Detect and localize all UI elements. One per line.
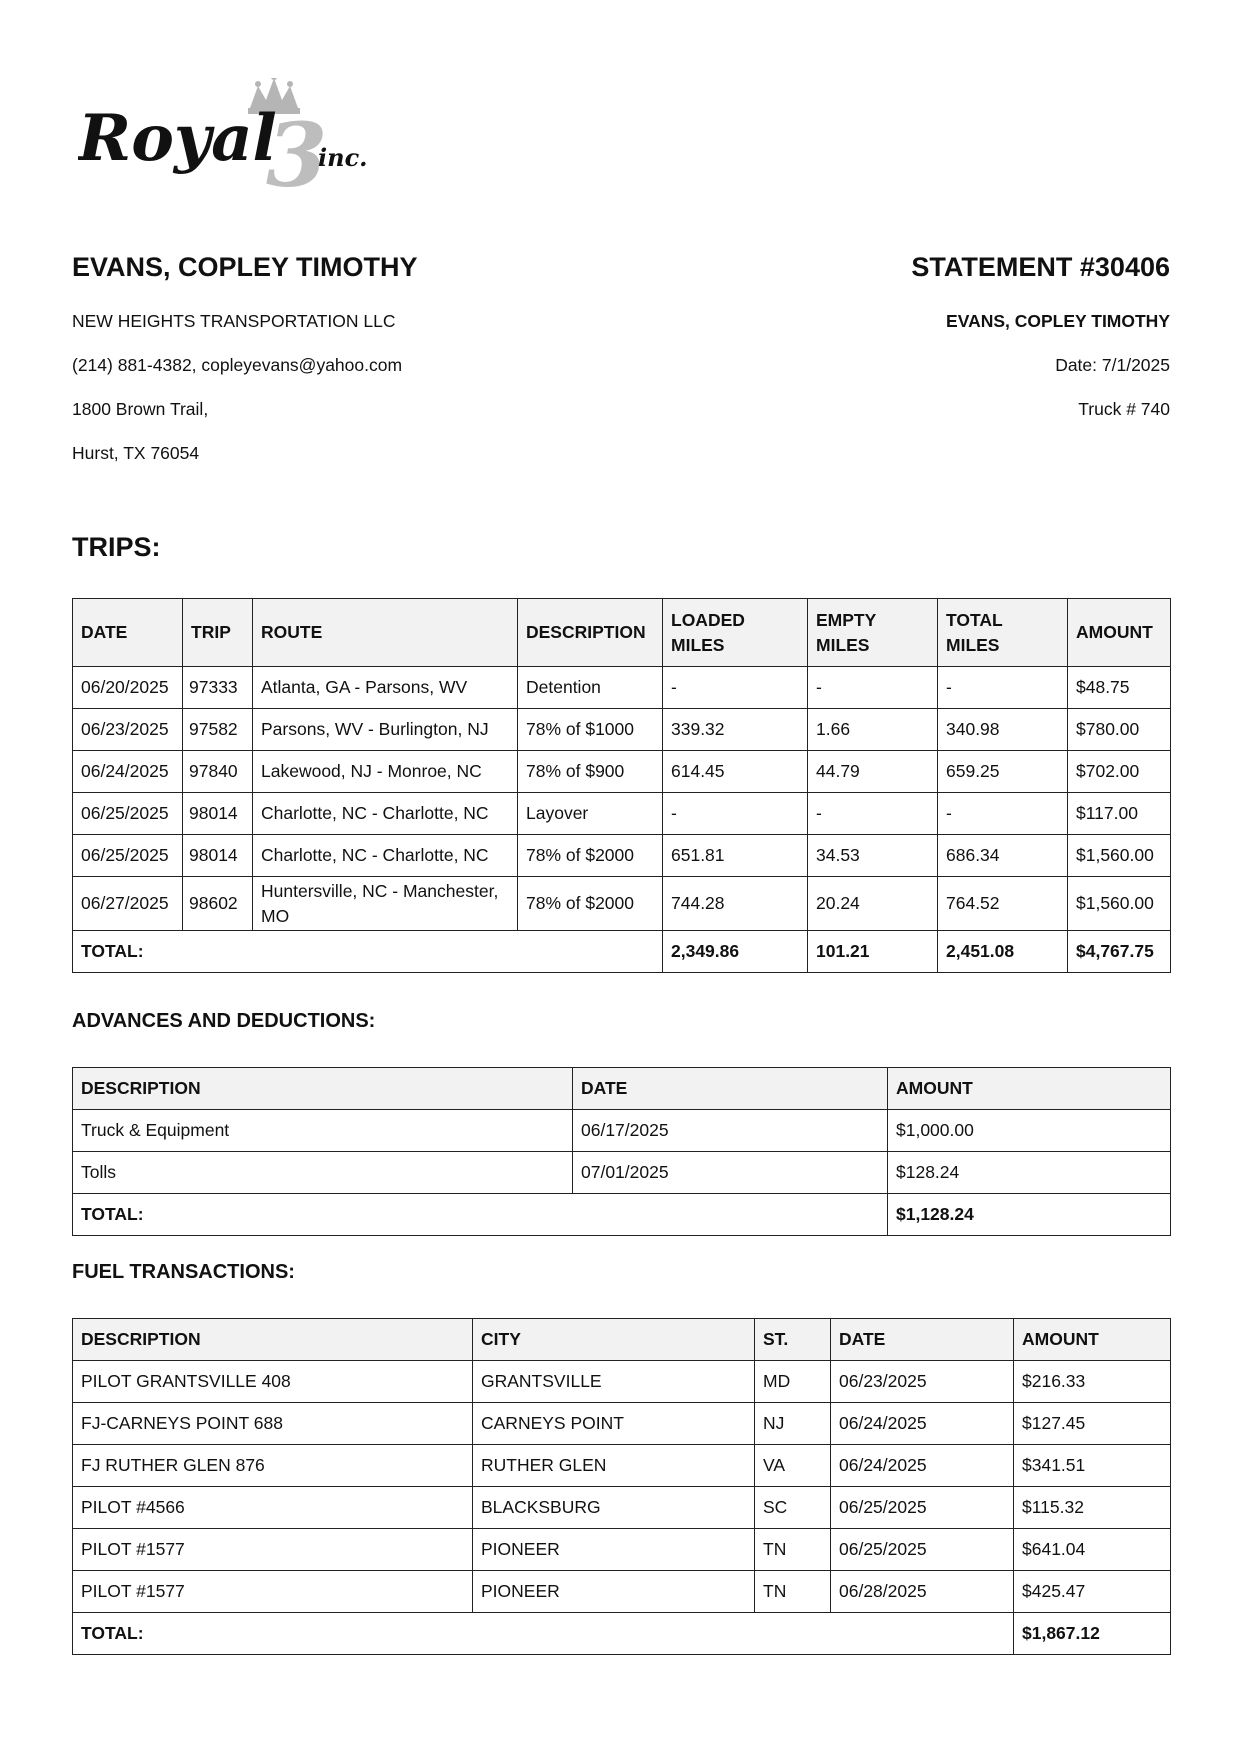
fuel-header-row bbox=[73, 1319, 1171, 1361]
table-row bbox=[73, 1110, 1171, 1152]
table-row bbox=[73, 1152, 1171, 1194]
fuel-date: 06/25/2025 bbox=[831, 1487, 1014, 1529]
fuel-city: RUTHER GLEN bbox=[473, 1445, 755, 1487]
total-amount: $1,128.24 bbox=[888, 1194, 1171, 1236]
advances-table bbox=[72, 1067, 1171, 1236]
advance-date: 06/17/2025 bbox=[573, 1110, 888, 1152]
trip-description: 78% of $1000 bbox=[518, 709, 663, 751]
company-logo bbox=[78, 78, 388, 198]
trip-number: 98014 bbox=[183, 793, 253, 835]
trip-loaded-miles: 614.45 bbox=[663, 751, 808, 793]
fuel-description: FJ RUTHER GLEN 876 bbox=[73, 1445, 473, 1487]
col-header-loaded-miles: LOADED MILES bbox=[663, 599, 808, 667]
statement-title: STATEMENT #30406 bbox=[911, 252, 1170, 282]
table-row bbox=[73, 709, 1171, 751]
trip-amount: $48.75 bbox=[1068, 667, 1171, 709]
fuel-total-row bbox=[73, 1613, 1171, 1655]
total-loaded-miles: 2,349.86 bbox=[663, 931, 808, 973]
trip-amount: $702.00 bbox=[1068, 751, 1171, 793]
trip-route: Charlotte, NC - Charlotte, NC bbox=[253, 793, 518, 835]
fuel-description: FJ-CARNEYS POINT 688 bbox=[73, 1403, 473, 1445]
total-amount: $4,767.75 bbox=[1068, 931, 1171, 973]
trip-empty-miles: - bbox=[808, 667, 938, 709]
trip-number: 97582 bbox=[183, 709, 253, 751]
trip-description: 78% of $900 bbox=[518, 751, 663, 793]
fuel-description: PILOT #1577 bbox=[73, 1571, 473, 1613]
trip-number: 97840 bbox=[183, 751, 253, 793]
trip-description: Detention bbox=[518, 667, 663, 709]
fuel-description: PILOT #4566 bbox=[73, 1487, 473, 1529]
trip-empty-miles: 34.53 bbox=[808, 835, 938, 877]
trip-amount: $780.00 bbox=[1068, 709, 1171, 751]
driver-contact: (214) 881-4382, copleyevans@yahoo.com bbox=[72, 355, 403, 375]
truck-number: Truck # 740 bbox=[1078, 399, 1170, 419]
table-row bbox=[73, 1571, 1171, 1613]
col-header-date: DATE bbox=[831, 1319, 1014, 1361]
driver-info bbox=[72, 250, 418, 463]
table-row bbox=[73, 793, 1171, 835]
table-row bbox=[73, 1361, 1171, 1403]
trip-description: Layover bbox=[518, 793, 663, 835]
trip-date: 06/20/2025 bbox=[73, 667, 183, 709]
total-label: TOTAL: bbox=[73, 1613, 1014, 1655]
fuel-date: 06/25/2025 bbox=[831, 1529, 1014, 1571]
trip-date: 06/24/2025 bbox=[73, 751, 183, 793]
svg-text:inc.: inc. bbox=[318, 143, 368, 172]
fuel-amount: $216.33 bbox=[1014, 1361, 1171, 1403]
trip-total-miles: - bbox=[938, 793, 1068, 835]
col-header-trip: TRIP bbox=[183, 599, 253, 667]
trip-number: 98014 bbox=[183, 835, 253, 877]
fuel-city: CARNEYS POINT bbox=[473, 1403, 755, 1445]
trip-loaded-miles: 339.32 bbox=[663, 709, 808, 751]
col-header-description: DESCRIPTION bbox=[518, 599, 663, 667]
total-amount: $1,867.12 bbox=[1014, 1613, 1171, 1655]
fuel-city: PIONEER bbox=[473, 1529, 755, 1571]
trip-loaded-miles: 651.81 bbox=[663, 835, 808, 877]
trip-date: 06/25/2025 bbox=[73, 835, 183, 877]
statement-name: EVANS, COPLEY TIMOTHY bbox=[946, 311, 1170, 331]
fuel-date: 06/28/2025 bbox=[831, 1571, 1014, 1613]
trip-date: 06/25/2025 bbox=[73, 793, 183, 835]
fuel-state: NJ bbox=[755, 1403, 831, 1445]
total-label: TOTAL: bbox=[73, 1194, 888, 1236]
trip-empty-miles: 20.24 bbox=[808, 877, 938, 931]
total-miles: 2,451.08 bbox=[938, 931, 1068, 973]
statement-info bbox=[911, 250, 1170, 419]
trip-amount: $117.00 bbox=[1068, 793, 1171, 835]
fuel-title: FUEL TRANSACTIONS: bbox=[72, 1261, 295, 1283]
trip-amount: $1,560.00 bbox=[1068, 835, 1171, 877]
advance-description: Truck & Equipment bbox=[73, 1110, 573, 1152]
fuel-state: TN bbox=[755, 1529, 831, 1571]
advance-amount: $1,000.00 bbox=[888, 1110, 1171, 1152]
driver-address-line1: 1800 Brown Trail, bbox=[72, 399, 209, 419]
driver-company: NEW HEIGHTS TRANSPORTATION LLC bbox=[72, 311, 396, 331]
trip-total-miles: 340.98 bbox=[938, 709, 1068, 751]
table-row bbox=[73, 1445, 1171, 1487]
trip-loaded-miles: 744.28 bbox=[663, 877, 808, 931]
fuel-amount: $127.45 bbox=[1014, 1403, 1171, 1445]
trip-route: Huntersville, NC - Manchester, MO bbox=[253, 877, 518, 931]
trips-total-row bbox=[73, 931, 1171, 973]
fuel-city: BLACKSBURG bbox=[473, 1487, 755, 1529]
table-row bbox=[73, 835, 1171, 877]
col-header-empty-miles: EMPTY MILES bbox=[808, 599, 938, 667]
fuel-state: VA bbox=[755, 1445, 831, 1487]
trip-number: 97333 bbox=[183, 667, 253, 709]
col-header-amount: AMOUNT bbox=[1068, 599, 1171, 667]
trip-total-miles: 659.25 bbox=[938, 751, 1068, 793]
advances-title: ADVANCES AND DEDUCTIONS: bbox=[72, 1010, 376, 1032]
trip-loaded-miles: - bbox=[663, 793, 808, 835]
col-header-date: DATE bbox=[73, 599, 183, 667]
advance-amount: $128.24 bbox=[888, 1152, 1171, 1194]
trips-header-row bbox=[73, 599, 1171, 667]
fuel-date: 06/24/2025 bbox=[831, 1445, 1014, 1487]
svg-text:3: 3 bbox=[266, 103, 328, 198]
fuel-description: PILOT #1577 bbox=[73, 1529, 473, 1571]
trip-amount: $1,560.00 bbox=[1068, 877, 1171, 931]
col-header-route: ROUTE bbox=[253, 599, 518, 667]
trip-total-miles: 686.34 bbox=[938, 835, 1068, 877]
fuel-amount: $341.51 bbox=[1014, 1445, 1171, 1487]
fuel-amount: $641.04 bbox=[1014, 1529, 1171, 1571]
fuel-date: 06/24/2025 bbox=[831, 1403, 1014, 1445]
table-row bbox=[73, 667, 1171, 709]
col-header-total-miles: TOTAL MILES bbox=[938, 599, 1068, 667]
trip-loaded-miles: - bbox=[663, 667, 808, 709]
trip-description: 78% of $2000 bbox=[518, 835, 663, 877]
trip-total-miles: 764.52 bbox=[938, 877, 1068, 931]
table-row bbox=[73, 1529, 1171, 1571]
col-header-amount: AMOUNT bbox=[888, 1068, 1171, 1110]
fuel-state: TN bbox=[755, 1571, 831, 1613]
advances-header-row bbox=[73, 1068, 1171, 1110]
trip-description: 78% of $2000 bbox=[518, 877, 663, 931]
trips-table bbox=[72, 598, 1171, 973]
fuel-date: 06/23/2025 bbox=[831, 1361, 1014, 1403]
fuel-city: PIONEER bbox=[473, 1571, 755, 1613]
crown-logo-icon bbox=[78, 78, 388, 198]
driver-address-line2: Hurst, TX 76054 bbox=[72, 443, 200, 463]
trip-empty-miles: - bbox=[808, 793, 938, 835]
trip-empty-miles: 44.79 bbox=[808, 751, 938, 793]
trip-empty-miles: 1.66 bbox=[808, 709, 938, 751]
trip-date: 06/23/2025 bbox=[73, 709, 183, 751]
trip-route: Parsons, WV - Burlington, NJ bbox=[253, 709, 518, 751]
trip-route: Lakewood, NJ - Monroe, NC bbox=[253, 751, 518, 793]
col-header-description: DESCRIPTION bbox=[73, 1319, 473, 1361]
fuel-city: GRANTSVILLE bbox=[473, 1361, 755, 1403]
table-row bbox=[73, 1403, 1171, 1445]
table-row bbox=[73, 751, 1171, 793]
fuel-amount: $115.32 bbox=[1014, 1487, 1171, 1529]
advance-description: Tolls bbox=[73, 1152, 573, 1194]
col-header-city: CITY bbox=[473, 1319, 755, 1361]
trip-number: 98602 bbox=[183, 877, 253, 931]
statement-date: Date: 7/1/2025 bbox=[1055, 355, 1170, 375]
fuel-amount: $425.47 bbox=[1014, 1571, 1171, 1613]
table-row bbox=[73, 1487, 1171, 1529]
col-header-amount: AMOUNT bbox=[1014, 1319, 1171, 1361]
fuel-state: SC bbox=[755, 1487, 831, 1529]
svg-text:Royal: Royal bbox=[78, 101, 277, 176]
total-empty-miles: 101.21 bbox=[808, 931, 938, 973]
trip-date: 06/27/2025 bbox=[73, 877, 183, 931]
total-label: TOTAL: bbox=[73, 931, 663, 973]
table-row bbox=[73, 877, 1171, 931]
fuel-state: MD bbox=[755, 1361, 831, 1403]
advance-date: 07/01/2025 bbox=[573, 1152, 888, 1194]
trip-route: Atlanta, GA - Parsons, WV bbox=[253, 667, 518, 709]
col-header-date: DATE bbox=[573, 1068, 888, 1110]
fuel-description: PILOT GRANTSVILLE 408 bbox=[73, 1361, 473, 1403]
trip-route: Charlotte, NC - Charlotte, NC bbox=[253, 835, 518, 877]
col-header-state: ST. bbox=[755, 1319, 831, 1361]
trip-total-miles: - bbox=[938, 667, 1068, 709]
col-header-description: DESCRIPTION bbox=[73, 1068, 573, 1110]
trips-title: TRIPS: bbox=[72, 532, 161, 562]
fuel-table bbox=[72, 1318, 1171, 1655]
driver-name: EVANS, COPLEY TIMOTHY bbox=[72, 252, 418, 282]
statement-header bbox=[72, 250, 1170, 470]
advances-total-row bbox=[73, 1194, 1171, 1236]
